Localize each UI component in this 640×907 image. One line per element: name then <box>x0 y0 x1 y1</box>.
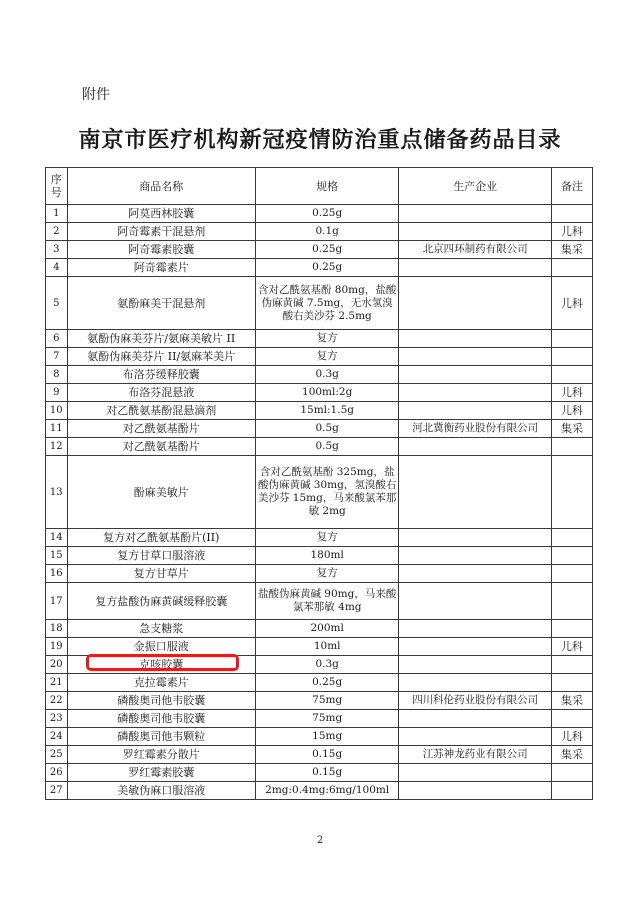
row-no-cell: 8 <box>46 366 68 384</box>
row-maker-cell <box>399 402 552 420</box>
row-name-cell: 克拉霉素片 <box>67 674 255 692</box>
row-no-cell: 27 <box>46 782 68 800</box>
row-spec-cell: 0.3g <box>255 366 398 384</box>
row-no-cell: 23 <box>46 710 68 728</box>
row-name-cell: 布洛芬缓释胶囊 <box>67 366 255 384</box>
row-name-cell: 阿奇霉素胶囊 <box>67 241 255 259</box>
row-name-cell: 对乙酰氨基酚片 <box>67 420 255 438</box>
row-note-cell: 儿科 <box>552 384 593 402</box>
attachment-label: 附件 <box>82 87 110 103</box>
row-name-cell: 磷酸奥司他韦胶囊 <box>67 692 255 710</box>
table-row <box>46 402 593 420</box>
row-maker-cell <box>399 583 552 620</box>
table-row <box>46 348 593 366</box>
row-name-cell: 阿奇霉素片 <box>67 259 255 277</box>
page-title: 南京市医疗机构新冠疫情防治重点储备药品目录 <box>78 128 562 153</box>
table-row <box>46 638 593 656</box>
row-name-cell: 复方盐酸伪麻黄碱缓释胶囊 <box>67 583 255 620</box>
row-note-cell <box>552 348 593 366</box>
table-row <box>46 259 593 277</box>
row-no-cell: 22 <box>46 692 68 710</box>
table-row <box>46 710 593 728</box>
highlight-circle-row-20 <box>86 654 239 671</box>
row-maker-cell: 北京四环制药有限公司 <box>399 241 552 259</box>
row-spec-cell: 10ml <box>255 638 398 656</box>
table-row <box>46 223 593 241</box>
row-note-cell: 集采 <box>552 241 593 259</box>
row-name-cell: 急支糖浆 <box>67 620 255 638</box>
row-note-cell <box>552 529 593 547</box>
row-spec-cell: 复方 <box>255 529 398 547</box>
header-no: 序 号 <box>46 168 68 205</box>
row-note-cell <box>552 456 593 529</box>
table-row <box>46 420 593 438</box>
row-spec-cell: 盐酸伪麻黄碱 90mg，马来酸氯苯那敏 4mg <box>255 583 398 620</box>
table-row <box>46 620 593 638</box>
row-spec-cell: 0.5g <box>255 438 398 456</box>
row-maker-cell <box>399 277 552 330</box>
row-note-cell: 集采 <box>552 746 593 764</box>
row-maker-cell <box>399 366 552 384</box>
row-no-cell: 7 <box>46 348 68 366</box>
row-maker-cell <box>399 674 552 692</box>
row-note-cell <box>552 656 593 674</box>
row-no-cell: 1 <box>46 205 68 223</box>
row-spec-cell: 复方 <box>255 565 398 583</box>
row-spec-cell: 0.15g <box>255 764 398 782</box>
row-note-cell: 集采 <box>552 420 593 438</box>
row-maker-cell <box>399 529 552 547</box>
row-spec-cell: 15ml:1.5g <box>255 402 398 420</box>
row-spec-cell: 2mg:0.4mg:6mg/100ml <box>255 782 398 800</box>
row-note-cell <box>552 782 593 800</box>
row-name-cell: 布洛芬混悬液 <box>67 384 255 402</box>
row-no-cell: 6 <box>46 330 68 348</box>
row-maker-cell <box>399 348 552 366</box>
row-no-cell: 3 <box>46 241 68 259</box>
row-spec-cell: 0.25g <box>255 205 398 223</box>
table-row <box>46 366 593 384</box>
row-spec-cell: 含对乙酰氨基酚 325mg，盐酸伪麻黄碱 30mg，氢溴酸右美沙芬 15mg，马来酸氯苯那敏 2mg <box>255 456 398 529</box>
row-note-cell <box>552 366 593 384</box>
row-no-cell: 17 <box>46 583 68 620</box>
row-name-cell: 克咳胶囊 <box>67 656 255 674</box>
header-maker: 生产企业 <box>399 168 552 205</box>
row-spec-cell: 200ml <box>255 620 398 638</box>
table-row <box>46 764 593 782</box>
row-no-cell: 25 <box>46 746 68 764</box>
row-maker-cell <box>399 656 552 674</box>
row-note-cell <box>552 259 593 277</box>
table-row <box>46 241 593 259</box>
row-note-cell: 集采 <box>552 692 593 710</box>
row-spec-cell: 75mg <box>255 710 398 728</box>
table-row <box>46 205 593 223</box>
header-note: 备注 <box>552 168 593 205</box>
row-maker-cell <box>399 205 552 223</box>
header-spec: 规格 <box>255 168 398 205</box>
drug-list-table <box>45 167 593 800</box>
row-no-cell: 24 <box>46 728 68 746</box>
table-row <box>46 384 593 402</box>
row-no-cell: 20 <box>46 656 68 674</box>
row-maker-cell <box>399 782 552 800</box>
row-spec-cell: 0.3g <box>255 656 398 674</box>
row-note-cell: 儿科 <box>552 223 593 241</box>
row-no-cell: 13 <box>46 456 68 529</box>
row-maker-cell <box>399 710 552 728</box>
table-row <box>46 692 593 710</box>
page-number: 2 <box>316 835 324 846</box>
row-spec-cell: 100ml:2g <box>255 384 398 402</box>
row-maker-cell: 江苏神龙药业有限公司 <box>399 746 552 764</box>
row-name-cell: 金振口服液 <box>67 638 255 656</box>
table-row <box>46 746 593 764</box>
table-row <box>46 547 593 565</box>
table-row <box>46 456 593 529</box>
row-name-cell: 氨酚伪麻美芬片 II/氨麻苯美片 <box>67 348 255 366</box>
row-maker-cell <box>399 438 552 456</box>
row-maker-cell <box>399 456 552 529</box>
row-spec-cell: 0.25g <box>255 259 398 277</box>
row-no-cell: 9 <box>46 384 68 402</box>
table-row <box>46 728 593 746</box>
row-spec-cell: 0.25g <box>255 674 398 692</box>
row-no-cell: 16 <box>46 565 68 583</box>
row-no-cell: 5 <box>46 277 68 330</box>
row-no-cell: 4 <box>46 259 68 277</box>
row-maker-cell: 河北冀衡药业股份有限公司 <box>399 420 552 438</box>
row-spec-cell: 0.25g <box>255 241 398 259</box>
row-maker-cell <box>399 547 552 565</box>
row-maker-cell <box>399 330 552 348</box>
table-header-row <box>46 168 593 205</box>
row-spec-cell: 15mg <box>255 728 398 746</box>
row-maker-cell <box>399 565 552 583</box>
table-row <box>46 674 593 692</box>
row-spec-cell: 180ml <box>255 547 398 565</box>
row-note-cell: 儿科 <box>552 402 593 420</box>
row-note-cell <box>552 710 593 728</box>
row-no-cell: 11 <box>46 420 68 438</box>
row-note-cell <box>552 438 593 456</box>
row-note-cell <box>552 764 593 782</box>
row-name-cell: 复方甘草片 <box>67 565 255 583</box>
row-no-cell: 21 <box>46 674 68 692</box>
table-row <box>46 583 593 620</box>
table-row <box>46 565 593 583</box>
row-name-cell: 酚麻美敏片 <box>67 456 255 529</box>
row-maker-cell <box>399 620 552 638</box>
row-maker-cell: 四川科伦药业股份有限公司 <box>399 692 552 710</box>
row-name-cell: 对乙酰氨基酚片 <box>67 438 255 456</box>
row-no-cell: 18 <box>46 620 68 638</box>
row-note-cell: 儿科 <box>552 728 593 746</box>
row-spec-cell: 0.15g <box>255 746 398 764</box>
row-no-cell: 2 <box>46 223 68 241</box>
row-maker-cell <box>399 728 552 746</box>
row-name-cell: 磷酸奥司他韦胶囊 <box>67 710 255 728</box>
row-note-cell: 儿科 <box>552 638 593 656</box>
row-no-cell: 10 <box>46 402 68 420</box>
row-spec-cell: 含对乙酰氨基酚 80mg，盐酸伪麻黄碱 7.5mg，无水氢溴酸右美沙芬 2.5mg <box>255 277 398 330</box>
row-name-cell: 复方甘草口服溶液 <box>67 547 255 565</box>
row-maker-cell <box>399 259 552 277</box>
row-no-cell: 12 <box>46 438 68 456</box>
row-maker-cell <box>399 764 552 782</box>
row-note-cell <box>552 547 593 565</box>
table-row <box>46 330 593 348</box>
row-maker-cell <box>399 638 552 656</box>
row-note-cell <box>552 330 593 348</box>
row-name-cell: 氨酚麻美干混悬剂 <box>67 277 255 330</box>
table-row <box>46 782 593 800</box>
row-no-cell: 14 <box>46 529 68 547</box>
row-spec-cell: 0.1g <box>255 223 398 241</box>
row-name-cell: 对乙酰氨基酚混悬滴剂 <box>67 402 255 420</box>
row-name-cell: 复方对乙酰氨基酚片(II) <box>67 529 255 547</box>
row-name-cell: 罗红霉素胶囊 <box>67 764 255 782</box>
row-name-cell: 阿奇霉素干混悬剂 <box>67 223 255 241</box>
row-spec-cell: 复方 <box>255 330 398 348</box>
row-note-cell <box>552 205 593 223</box>
row-name-cell: 阿莫西林胶囊 <box>67 205 255 223</box>
row-note-cell: 儿科 <box>552 277 593 330</box>
row-name-cell: 罗红霉素分散片 <box>67 746 255 764</box>
table-row <box>46 438 593 456</box>
header-name: 商品名称 <box>67 168 255 205</box>
row-note-cell <box>552 565 593 583</box>
row-name-cell: 氨酚伪麻美芬片/氨麻美敏片 II <box>67 330 255 348</box>
row-spec-cell: 0.5g <box>255 420 398 438</box>
row-note-cell <box>552 583 593 620</box>
table-row <box>46 277 593 330</box>
row-name-cell: 美敏伪麻口服溶液 <box>67 782 255 800</box>
row-maker-cell <box>399 384 552 402</box>
row-note-cell <box>552 620 593 638</box>
row-spec-cell: 75mg <box>255 692 398 710</box>
table-row <box>46 529 593 547</box>
row-no-cell: 19 <box>46 638 68 656</box>
row-name-cell: 磷酸奥司他韦颗粒 <box>67 728 255 746</box>
row-no-cell: 15 <box>46 547 68 565</box>
row-no-cell: 26 <box>46 764 68 782</box>
row-note-cell <box>552 674 593 692</box>
row-maker-cell <box>399 223 552 241</box>
row-spec-cell: 复方 <box>255 348 398 366</box>
